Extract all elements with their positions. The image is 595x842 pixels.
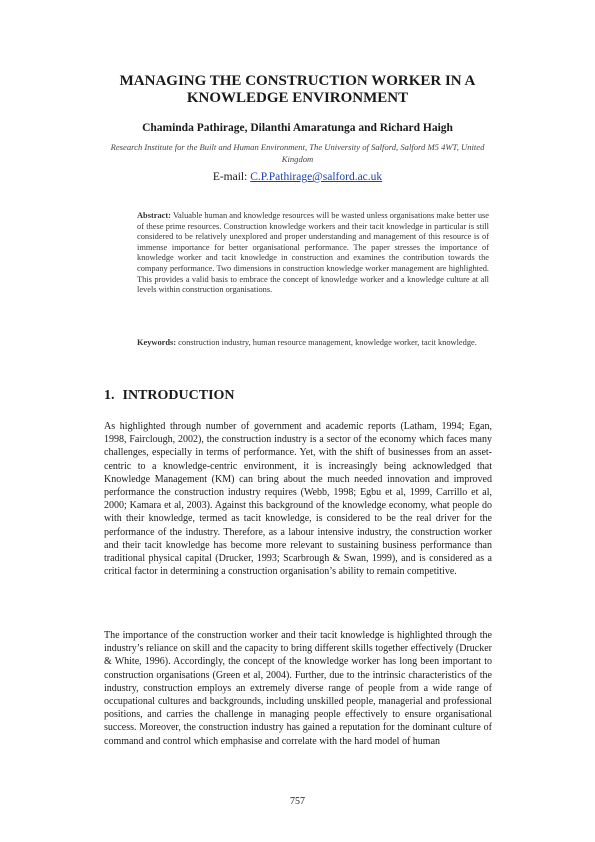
- abstract-text: Valuable human and knowledge resources will be wasted unless organisations make better use of these prime resources. Construction knowledge workers and their tacit knowledge in particular is still considered to be relatively unexplored and proper understanding and management of this resource is of immense importance for better organisational performance. The paper stresses the importance of knowledge worker and tacit knowledge in construction and examines the contribution towards the company performance. Two dimensions in construction knowledge worker management are highlighted. This provides a valid basis to embrace the concept of knowledge worker and a knowledge culture at all levels within construction organisations.: [137, 211, 489, 295]
- body-paragraph: The importance of the construction worker and their tacit knowledge is highlighted through the industry’s reliance on skill and the capacity to bring different skills together effectively (Drucker & White, 1996). Accordingly, the concept of the knowledge worker has long been important to construction organisations (Green et al, 2004). Further, due to the intrinsic characteristics of the industry, construction employs an extremely diverse range of people from a wide range of occupational cultures and backgrounds, including unskilled people, managerial and professional positions, and carries the challenge in managing people effectively to ensure organisational success. Moreover, the construction industry has gained a reputation for the dominant culture of command and control which emphasise and correlate with the hard model of human: [104, 630, 492, 747]
- body-paragraph: As highlighted through number of government and academic reports (Latham, 1994; Egan, 1998, Fairclough, 2002), the construction industry is a sector of the economy which faces many challenges, especially in terms of performance. Yet, with the shift of businesses from an asset-centric to a knowledge-centric environment, it is increasingly being acknowledged that Knowledge Management (KM) can bring about the much needed innovation and improved performance the construction industry requires (Webb, 1998; Egbu et al, 1999, Carrillo et al, 2000; Kamara et al, 2003). Against this background of the knowledge economy, what people do with their knowledge, termed as tacit knowledge, is considered to be the real driver for the performance of the industry. Therefore, as a labour intensive industry, the construction worker and their tacit knowledge has become more relevant to sustaining business performance than traditional physical capital (Drucker, 1993; Scarbrough & Swan, 1999), and is considered as a critical factor in determining a construction organisation’s ability to remain competitive.: [104, 421, 492, 578]
- affiliation: Research Institute for the Built and Human Environment, The University of Salford, Salford M5 4WT, United Kingdom: [110, 142, 485, 164]
- section-number: 1.: [104, 388, 115, 403]
- email-label: E-mail:: [212, 171, 251, 183]
- keywords-text: construction industry, human resource management, knowledge worker, tacit knowledge.: [176, 338, 477, 347]
- email-link[interactable]: C.P.Pathirage@salford.ac.uk: [250, 171, 383, 183]
- section-heading: [104, 388, 235, 404]
- page-number: 757: [290, 796, 305, 807]
- email-line: [100, 171, 495, 183]
- keywords-label: Keywords:: [137, 338, 177, 347]
- keywords: [137, 338, 489, 349]
- paper-title: MANAGING THE CONSTRUCTION WORKER IN A KNOWLEDGE ENVIRONMENT: [119, 73, 476, 106]
- abstract-label: Abstract:: [137, 211, 171, 220]
- section-title: INTRODUCTION: [122, 388, 235, 403]
- authors: Chaminda Pathirage, Dilanthi Amaratunga and Richard Haigh: [142, 122, 453, 134]
- abstract: [137, 211, 489, 296]
